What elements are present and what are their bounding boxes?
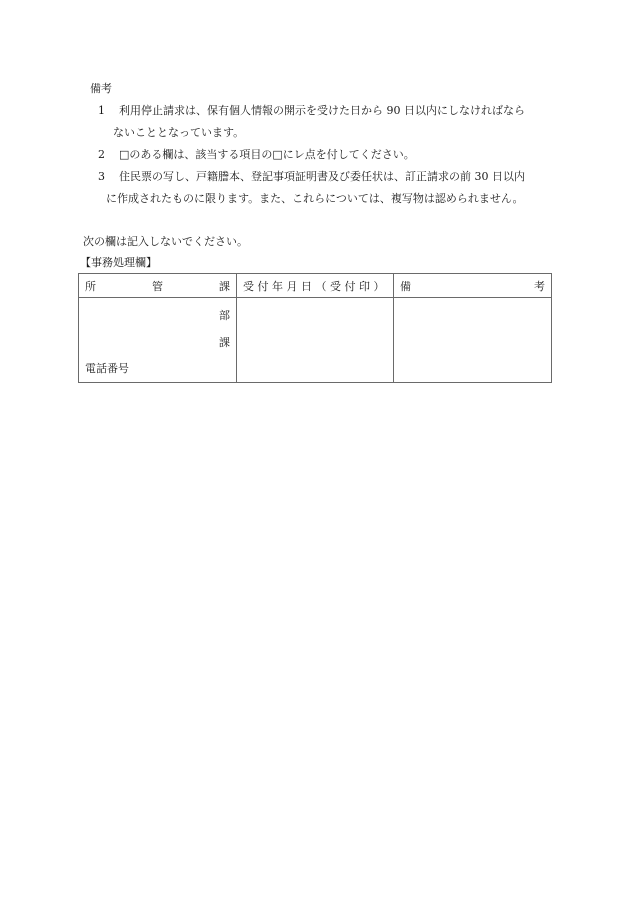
header-receipt-date: [237, 274, 394, 298]
header-department: [79, 274, 237, 298]
note-2-line1: □のある欄は、該当する項目の□にレ点を付してください。: [119, 148, 415, 161]
header-char: 備: [400, 279, 411, 293]
remarks-cell: [394, 298, 552, 383]
note-2-number: 2: [98, 148, 105, 161]
note-3-line1: 住民票の写し、戸籍謄本、登記事項証明書及び委任状は、訂正請求の前 30 日以内: [119, 170, 525, 183]
header-char: 課: [219, 279, 230, 293]
note-3-number: 3: [98, 170, 105, 183]
department-cell: [79, 298, 237, 383]
note-1-line2: ないこととなっています。: [113, 126, 245, 139]
division-label: 部: [219, 309, 230, 322]
table-header-row: [79, 274, 552, 298]
header-char: 所: [85, 279, 96, 293]
header-remarks: [394, 274, 552, 298]
office-processing-table: [78, 273, 552, 383]
header-char: 考: [534, 279, 545, 293]
note-1-number: 1: [98, 104, 105, 117]
instruction-text: 次の欄は記入しないでください。: [83, 235, 248, 248]
header-char: 管: [152, 279, 163, 293]
section-label: 課: [219, 336, 230, 349]
phone-label: 電話番号: [85, 362, 129, 375]
receipt-date-cell: [237, 298, 394, 383]
note-1-line1: 利用停止請求は、保有個人情報の開示を受けた日から 90 日以内にしなければなら: [119, 104, 525, 117]
table-body-row: [79, 298, 552, 383]
notes-heading: 備考: [90, 82, 112, 95]
note-3-line2: に作成されたものに限ります。また、これらについては、複写物は認められません。: [106, 192, 524, 205]
header-label: 受 付 年 月 日 （ 受 付 印 ）: [243, 279, 385, 293]
section-title: 【事務処理欄】: [80, 256, 157, 269]
